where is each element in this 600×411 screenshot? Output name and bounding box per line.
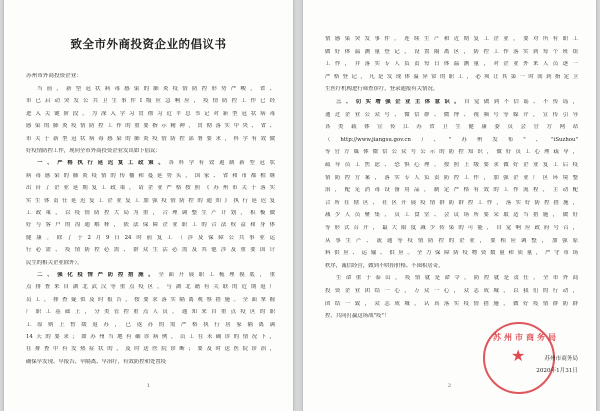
- text-line: 实生体责任延迟复工企业复工加强疫情防控的通知》执行延迟复: [26, 197, 275, 204]
- text-line: 在排查中有发热症状的，及时送医院诊断；要及时送医院诊治，: [26, 346, 275, 353]
- text-line: 当前，新型冠状病毒感染的肺炎疫情防控形势严峻，省、: [37, 86, 275, 92]
- text-line: 情感染突发事件。连续生产和近期复工企业，要对所有职工: [325, 36, 578, 42]
- text-line: 行必需、疫情防控必需、群众生活必需及其他涉及重要国计: [26, 247, 275, 254]
- text-line: [26, 160, 275, 167]
- text-line: 员工，排查疑似及时报告，按要求落实隔离观察措施。全面掌握: [26, 296, 275, 303]
- section-heading: 二、强化疫情严防控措施。: [37, 272, 159, 278]
- text-line: 好疫情防控工作，现向全市外商投资企业发出如下倡议：: [26, 148, 161, 154]
- text-line: 情防控方案，落实专人负责防控工作，加强企业厂区环境整: [325, 174, 578, 181]
- salutation: 苏州市外商投资企业：: [26, 73, 82, 79]
- text-line: 14天的要求；如苏州当地有确诊病例，员工在未确诊的情况下，: [26, 334, 275, 340]
- text-line: 投资企业团结一心，万众一心，众志成城，以我们的行动，: [325, 288, 578, 294]
- page-number-right: 2: [447, 383, 452, 389]
- text-line: 合所在辖区、社区开展疫情群防群控工作，落实好防控措施，: [325, 199, 578, 206]
- section-heading: 一、严格执行延迟复工政策。: [37, 160, 169, 167]
- text-line: 好与客户的沟通解释，依法保障企业职工的合法权益和身体: [26, 222, 275, 229]
- text-line: 工作，并落实专人负责每日体温测量，对企业外来人员逐一: [325, 61, 578, 68]
- text-line: 出台了企业延期复工政策，请企业严格按照《苏州市关于落实: [26, 185, 275, 192]
- text-line: 厂职工基础上，分类管控重点人员。通知来自重点疫区的职: [26, 309, 275, 316]
- text-line: 做好体温测量登记，设置隔离区，防控工作落实到每个班组: [325, 48, 578, 55]
- text-line: 感染的肺炎疫情防控工作的重要指示精神，贯彻落实中央、省、: [26, 123, 275, 130]
- text-line: （http://www.jiangsu.gov.cn）、"苏州发布"、"iSuzhou": [325, 136, 578, 143]
- text-line: 民生的相关企业除外）。: [26, 259, 83, 266]
- text-line: 工原则上暂缓返苏，已返苏的需严格执行居家隔离满: [26, 321, 275, 328]
- text-line: 从事生产、流通等疫情防控的企业，要相应调整，加强原: [325, 237, 578, 244]
- text-line: 病毒感染的肺炎疫情的传播和蔓延势头，国家、省和市都相继: [26, 172, 275, 179]
- text-line: 市已启动突发公共卫生事件Ⅰ级应急响应，疫情防控工作已经: [26, 98, 275, 105]
- text-line: 生医疗机构进行筛查诊疗，登录通报有关情况。: [325, 86, 439, 93]
- text-line: 等形式召开，最大限度减少传染的可能，自觉响应政府号召，: [325, 225, 578, 231]
- section-text: 自觉做到不信谣、不传谣，: [464, 99, 578, 105]
- text-line: 通过企业公众号、微信群、微博、视频号等媒介，宣传引导: [325, 111, 578, 118]
- text-line: 疏导员工焦虑、恐惧心理。按照上级要求做好企业复工后疫: [325, 162, 578, 168]
- text-line: 工政策，以疫情防控大局为重，合理调整生产计划，积极做: [26, 210, 275, 216]
- section-text: 全面开展职工梳理摸底，重: [158, 272, 275, 278]
- signature-date: 2020年1月31日: [536, 368, 578, 374]
- seal-star-icon: ★: [511, 346, 526, 365]
- text-line: 各类载体宣传江苏省卫生健康委员会官方网站: [325, 124, 578, 131]
- seal-text: 苏州市商务局: [493, 332, 559, 342]
- text-line: 确保早发现、早报告、早隔离、早治疗，有效防控和处置疫: [26, 358, 167, 365]
- text-line: 料供应、运输、供应。全力保障防疫物资数量和质量，严守市场: [325, 250, 578, 257]
- text-line: 治，配足消毒设备用品，制定严格有效的工作流程，主动配: [325, 187, 578, 194]
- section-text: 各科学有效遏制新型冠状: [168, 160, 275, 167]
- text-line: 减少人员聚集，员工食堂、会议场所要采取适当措施，做好: [325, 212, 578, 219]
- page-number-left: 1: [146, 383, 151, 389]
- text-line: 进入关键阶段。为深入学习贯彻习近平总书记对新型冠状病毒: [26, 110, 275, 117]
- text-line: 等官方媒体微信公众号公示的防控知识，做好员工心理疏导，: [325, 149, 578, 156]
- document-title: 致全市外商投资企业的倡议书: [70, 37, 227, 51]
- text-line: 健康。除了于2月9日24时前复工（涉及保障公共事业运: [26, 234, 275, 241]
- text-line: 严格登记，凡是发现体温异常的职工，必须让其第一时间到指定卫: [325, 73, 578, 80]
- text-line: 控，共同打赢这场战"疫"！: [325, 313, 390, 320]
- text-line: 生命重于泰山，疫情就是命令，防控就是责任。全市外商: [336, 275, 578, 282]
- text-line: 点排查来自湖北武汉等重点疫区，与湖北籍有关联的近期返厂: [26, 284, 275, 291]
- section-heading: 三、切实增强企业主体意识。: [336, 99, 465, 105]
- signature-org: 苏州市商务局: [544, 356, 578, 362]
- text-line: [26, 272, 275, 279]
- text-line: 市关于新型冠状病毒感染的肺炎疫情防控部署要求，科学有效做: [26, 135, 275, 142]
- left-page: [4, 0, 293, 411]
- text-line: 团结一致，众志成城，认真落实疫情措施，做好疫情群防群: [325, 300, 578, 307]
- text-line: [325, 99, 578, 106]
- text-line: 秩序，诚信经营，做到不哄抬价格、不囤积居奇，: [325, 262, 444, 269]
- right-page: [303, 0, 596, 411]
